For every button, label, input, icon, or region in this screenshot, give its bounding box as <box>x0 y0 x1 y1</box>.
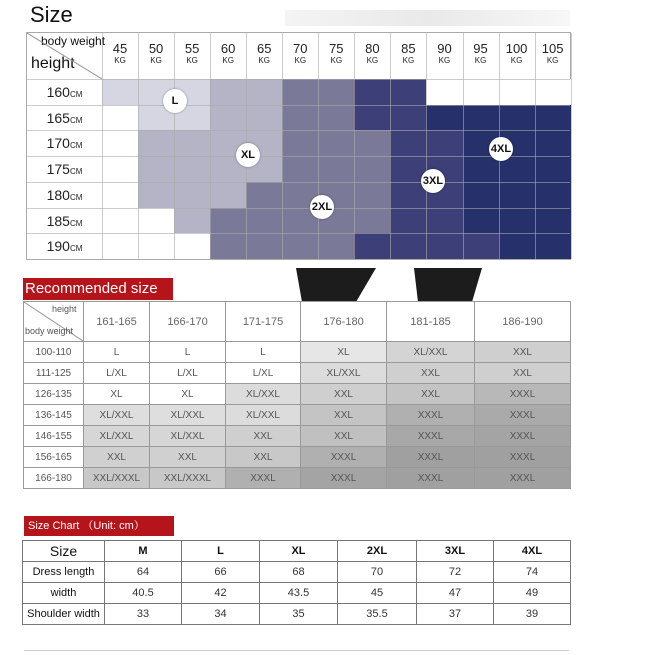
recommended-row <box>24 426 571 447</box>
weight-label: 95 KG <box>473 41 488 65</box>
rec-size-cell: XL/XXL <box>301 363 387 384</box>
measure-value: 64 <box>105 562 182 583</box>
zone-cell <box>246 233 283 259</box>
zone-cell <box>463 233 500 259</box>
zone-cell <box>535 156 572 182</box>
size-badge-l: L <box>163 89 187 113</box>
rec-size-cell: XL/XXL <box>150 426 226 447</box>
rec-size-cell: XXL <box>301 384 387 405</box>
zone-cell <box>102 208 139 234</box>
weight-label: 105 KG <box>541 41 564 65</box>
grid-line-horizontal <box>27 182 570 183</box>
grid-line-vertical <box>463 33 464 259</box>
rec-size-cell: XL/XXL <box>84 405 150 426</box>
height-range-header: 171-175 <box>226 302 301 342</box>
height-range-header: 181-185 <box>387 302 475 342</box>
zone-cell <box>354 208 391 234</box>
zone-cell <box>102 156 139 182</box>
zone-cell <box>535 182 572 208</box>
grid-line-vertical <box>571 33 572 259</box>
zone-cell <box>426 208 463 234</box>
rec-size-cell: XXXL <box>301 447 387 468</box>
zone-cell <box>174 208 211 234</box>
size-chart-table <box>22 540 571 625</box>
rec-size-cell: XXL <box>226 447 301 468</box>
zone-cell <box>426 105 463 131</box>
zone-cell <box>499 208 536 234</box>
weight-height-size-grid <box>26 32 571 260</box>
zone-cell <box>102 105 139 131</box>
rec-size-cell: L/XL <box>84 363 150 384</box>
measure-label: width <box>23 583 105 604</box>
zone-cell <box>138 182 175 208</box>
zone-cell <box>102 233 139 259</box>
zone-cell <box>426 79 463 105</box>
rec-size-cell: XXXL <box>475 384 571 405</box>
weight-label: 60 KG <box>220 41 236 65</box>
measure-value: 35 <box>260 604 338 625</box>
zone-cell <box>102 130 139 156</box>
measure-value: 68 <box>260 562 338 583</box>
rec-size-cell: XXL <box>301 405 387 426</box>
corner-diagonal <box>27 33 102 79</box>
zone-cell <box>174 130 211 156</box>
grid-line-horizontal <box>27 156 570 157</box>
recommended-row <box>24 405 571 426</box>
grid-line-vertical <box>282 33 283 259</box>
zone-cell <box>535 79 572 105</box>
rec-size-cell: L <box>150 342 226 363</box>
height-label: 180CM <box>46 186 83 203</box>
zone-cell <box>354 105 391 131</box>
rec-size-cell: XXXL <box>475 468 571 489</box>
weight-label: 75 KG <box>329 41 344 65</box>
grid-line-vertical <box>426 33 427 259</box>
bottom-divider <box>24 650 569 651</box>
rec-size-cell: L <box>84 342 150 363</box>
zone-cell <box>246 208 283 234</box>
size-badge-4xl: 4XL <box>489 137 513 161</box>
size-col-header: 3XL <box>417 541 494 562</box>
corner-weight-label: body weight <box>25 326 74 336</box>
zone-cell <box>390 79 427 105</box>
zone-cell <box>210 182 247 208</box>
title-decoration-bar <box>285 10 570 26</box>
zone-cell <box>246 105 283 131</box>
measure-value: 49 <box>494 583 571 604</box>
size-chart-header-row <box>23 541 571 562</box>
size-chart-row <box>23 562 571 583</box>
measure-value: 42 <box>182 583 260 604</box>
height-label: 160CM <box>46 84 83 100</box>
zone-cell <box>318 130 355 156</box>
zone-cell <box>354 156 391 182</box>
rec-size-cell: XL <box>84 384 150 405</box>
rec-size-cell: XXL <box>84 447 150 468</box>
measure-value: 40.5 <box>105 583 182 604</box>
size-header-label: Size <box>23 541 105 562</box>
zone-cell <box>390 208 427 234</box>
weight-label: 85 KG <box>401 41 416 65</box>
rec-size-cell: XXXL <box>475 405 571 426</box>
zone-cell <box>174 182 211 208</box>
rec-size-cell: XXXL <box>387 426 475 447</box>
size-col-header: M <box>105 541 182 562</box>
height-range-header: 186-190 <box>475 302 571 342</box>
size-badge-3xl: 3XL <box>421 169 445 193</box>
height-axis-label: height <box>31 55 75 72</box>
weight-axis-label: body weight <box>41 34 106 48</box>
recommended-row <box>24 342 571 363</box>
size-chart-title: Size Chart （Unit: cm） <box>24 516 174 536</box>
zone-cell <box>210 208 247 234</box>
height-label: 190CM <box>46 238 83 255</box>
grid-line-vertical <box>354 33 355 259</box>
zone-cell <box>210 105 247 131</box>
measure-value: 37 <box>417 604 494 625</box>
zone-cell <box>499 79 536 105</box>
zone-cell <box>390 130 427 156</box>
zone-cell <box>463 79 500 105</box>
recommended-row <box>24 447 571 468</box>
rec-size-cell: XXL <box>150 447 226 468</box>
model-photo-fragment <box>296 268 482 302</box>
grid-line-horizontal <box>27 259 570 260</box>
zone-cell <box>246 182 283 208</box>
height-range-header: 161-165 <box>84 302 150 342</box>
measure-value: 70 <box>338 562 417 583</box>
rec-size-cell: XXXL <box>475 426 571 447</box>
grid-line-vertical <box>535 33 536 259</box>
zone-cell <box>210 233 247 259</box>
rec-size-cell: XXL/XXXL <box>84 468 150 489</box>
weight-label: 70 KG <box>293 41 308 65</box>
recommended-row <box>24 468 571 489</box>
measure-value: 33 <box>105 604 182 625</box>
zone-cell <box>138 233 175 259</box>
zone-cell <box>174 156 211 182</box>
weight-label: 100 KG <box>505 41 528 65</box>
rec-size-cell: XXXL <box>226 468 301 489</box>
measure-value: 43.5 <box>260 583 338 604</box>
measure-value: 35.5 <box>338 604 417 625</box>
zone-cell <box>463 182 500 208</box>
weight-range-cell: 100-110 <box>24 342 84 363</box>
zone-cell <box>282 105 319 131</box>
weight-label: 45 KG <box>112 41 128 65</box>
rec-size-cell: XXXL <box>387 447 475 468</box>
rec-size-cell: XXL <box>387 384 475 405</box>
recommended-row <box>24 363 571 384</box>
recommended-size-title: Recommended size <box>23 278 173 300</box>
height-label: 185CM <box>46 212 83 229</box>
rec-size-cell: XL/XXL <box>226 405 301 426</box>
size-chart-row <box>23 604 571 625</box>
rec-size-cell: XXXL <box>387 405 475 426</box>
zone-cell <box>282 130 319 156</box>
height-range-header: 176-180 <box>301 302 387 342</box>
weight-label: 50 KG <box>148 41 164 65</box>
rec-size-cell: XXL <box>475 363 571 384</box>
zone-cell <box>138 156 175 182</box>
zone-cell <box>354 182 391 208</box>
zone-cell <box>535 208 572 234</box>
size-badge-2xl: 2XL <box>310 195 334 219</box>
weight-label: 90 KG <box>437 41 452 65</box>
zone-cell <box>463 105 500 131</box>
size-col-header: 4XL <box>494 541 571 562</box>
rec-size-cell: XXL <box>475 342 571 363</box>
zone-cell <box>535 130 572 156</box>
measure-value: 74 <box>494 562 571 583</box>
recommended-corner-cell <box>24 302 84 342</box>
rec-size-cell: XXL <box>387 363 475 384</box>
weight-range-cell: 136-145 <box>24 405 84 426</box>
zone-cell <box>210 79 247 105</box>
zone-cell <box>354 130 391 156</box>
grid-line-horizontal <box>27 233 570 234</box>
rec-size-cell: XXXL <box>475 447 571 468</box>
zone-cell <box>138 130 175 156</box>
weight-range-cell: 166-180 <box>24 468 84 489</box>
measure-value: 66 <box>182 562 260 583</box>
grid-line-vertical <box>174 33 175 259</box>
grid-line-vertical <box>210 33 211 259</box>
zone-cell <box>390 105 427 131</box>
size-col-header: 2XL <box>338 541 417 562</box>
zone-cell <box>535 105 572 131</box>
rec-size-cell: XL/XXL <box>84 426 150 447</box>
grid-line-vertical <box>138 33 139 259</box>
recommended-size-table <box>23 301 571 489</box>
zone-cell <box>535 233 572 259</box>
size-badge-xl: XL <box>236 143 260 167</box>
zone-cell <box>499 233 536 259</box>
rec-size-cell: XL <box>150 384 226 405</box>
zone-cell <box>282 233 319 259</box>
measure-value: 72 <box>417 562 494 583</box>
rec-size-cell: XL/XXL <box>150 405 226 426</box>
zone-cell <box>390 233 427 259</box>
corner-height-label: height <box>52 304 77 314</box>
height-label: 165CM <box>46 109 83 126</box>
measure-value: 39 <box>494 604 571 625</box>
height-range-header: 166-170 <box>150 302 226 342</box>
rec-size-cell: XXL <box>226 426 301 447</box>
rec-size-cell: XXXL <box>301 468 387 489</box>
height-label: 170CM <box>46 135 83 152</box>
rec-size-cell: L <box>226 342 301 363</box>
zone-cell <box>463 156 500 182</box>
size-col-header: XL <box>260 541 338 562</box>
zone-cell <box>318 105 355 131</box>
zone-cell <box>354 79 391 105</box>
zone-cell <box>499 105 536 131</box>
weight-range-cell: 146-155 <box>24 426 84 447</box>
measure-value: 34 <box>182 604 260 625</box>
weight-range-cell: 156-165 <box>24 447 84 468</box>
recommended-row <box>24 384 571 405</box>
zone-cell <box>102 182 139 208</box>
weight-label: 55 KG <box>184 41 200 65</box>
zone-cell <box>426 233 463 259</box>
zone-cell <box>463 208 500 234</box>
measure-label: Shoulder width <box>23 604 105 625</box>
measure-label: Dress length <box>23 562 105 583</box>
grid-line-vertical <box>102 33 103 259</box>
measure-value: 45 <box>338 583 417 604</box>
zone-cell <box>354 233 391 259</box>
weight-label: 80 KG <box>365 41 380 65</box>
zone-cell <box>246 79 283 105</box>
zone-cell <box>318 233 355 259</box>
zone-cell <box>499 182 536 208</box>
zone-cell <box>102 79 139 105</box>
grid-line-vertical <box>390 33 391 259</box>
grid-line-horizontal <box>27 208 570 209</box>
size-col-header: L <box>182 541 260 562</box>
page-title: Size <box>30 2 73 27</box>
grid-line-horizontal <box>27 105 570 106</box>
rec-size-cell: XXL <box>301 426 387 447</box>
zone-cell <box>318 156 355 182</box>
rec-size-cell: XL <box>301 342 387 363</box>
rec-size-cell: XXXL <box>387 468 475 489</box>
zone-cell <box>138 208 175 234</box>
rec-size-cell: XXL/XXXL <box>150 468 226 489</box>
rec-size-cell: XL/XXL <box>226 384 301 405</box>
zone-cell <box>426 130 463 156</box>
size-chart-row <box>23 583 571 604</box>
zone-cell <box>318 79 355 105</box>
zone-cell <box>282 79 319 105</box>
rec-size-cell: L/XL <box>150 363 226 384</box>
grid-line-horizontal <box>27 130 570 131</box>
rec-size-cell: XL/XXL <box>387 342 475 363</box>
weight-label: 65 KG <box>256 41 272 65</box>
grid-line-horizontal <box>27 79 570 80</box>
zone-cell <box>174 233 211 259</box>
weight-range-cell: 111-125 <box>24 363 84 384</box>
measure-value: 47 <box>417 583 494 604</box>
height-label: 175CM <box>46 161 83 178</box>
weight-range-cell: 126-135 <box>24 384 84 405</box>
recommended-header-row <box>24 302 571 342</box>
zone-cell <box>282 156 319 182</box>
grid-line-vertical <box>318 33 319 259</box>
rec-size-cell: L/XL <box>226 363 301 384</box>
